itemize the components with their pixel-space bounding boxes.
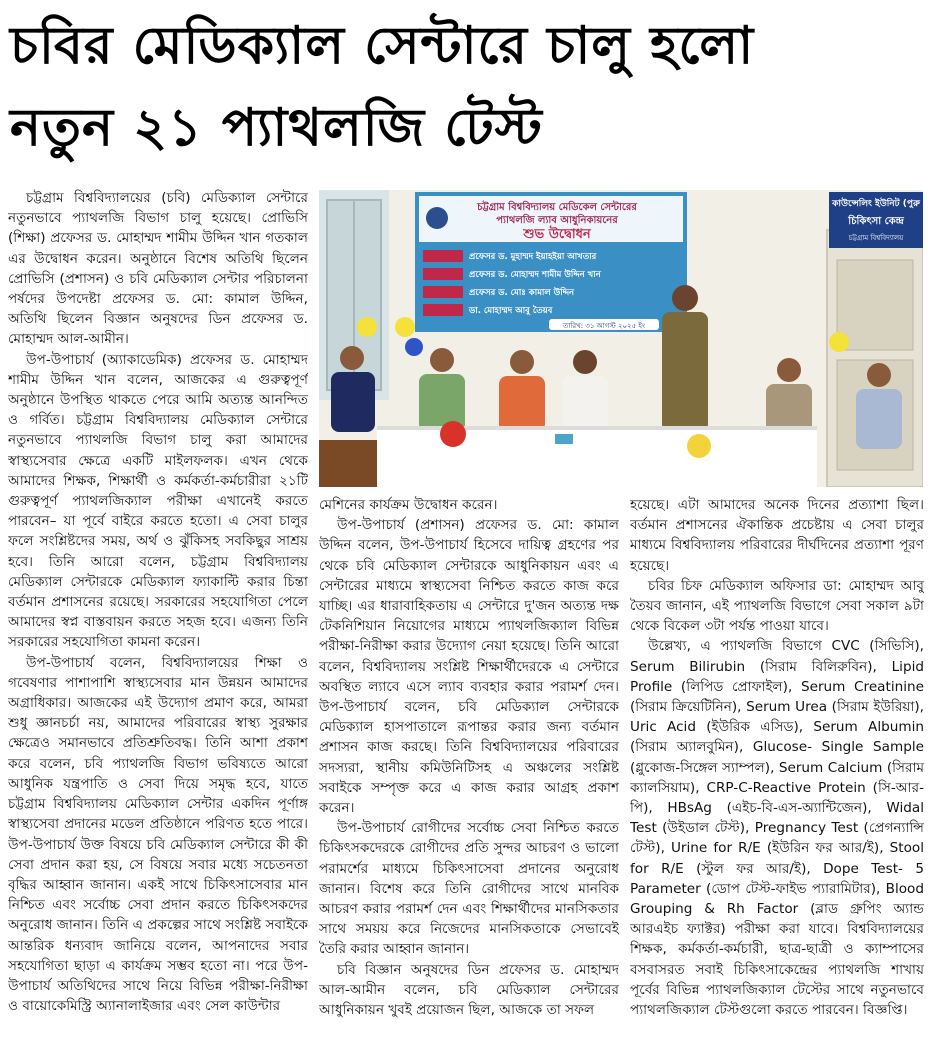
balloon-icon: [357, 317, 377, 337]
door-sign-line-2: চিকিৎসা কেন্দ্র: [848, 216, 904, 227]
banner-name-4: ডা. মোহাম্মদ আবু তৈয়ব: [469, 306, 553, 316]
article-paragraph: চট্টগ্রাম বিশ্ববিদ্যালয়ের (চবি) মেডিক্যাল সেন্টারে নতুনভাবে প্যাথলজি বিভাগ চালু হয়েছে। প্রোভিসি (শিক্ষা) প্রফেসর ড. মোহাম্মদ শামীম উদ্দিন খান গতকাল এর উদ্বোধন করেন। অনুষ্ঠানে বিশেষ অতিথি ছিলেন প্রোভিসি (প্রশাসন) ও চবি মেডিক্যাল সেন্টার পরিচালনা পর্ষদের উপদেষ্টা প্রফেসর ড. মো: কামাল উদ্দিন, অতিথি ছিলেন বিজ্ঞান অনুষদের ডিন প্রফেসর ড. মোহাম্মদ আল-আমীন।: [8, 190, 308, 348]
flower-vase-icon: [440, 421, 466, 447]
door-sign-line-3: চট্টগ্রাম বিশ্ববিদ্যালয়: [848, 234, 904, 242]
door-sign-line-1: কাউন্সেলিং ইউনিট (পুরু: [832, 199, 920, 209]
article-paragraph: উল্লেখ্য, এ প্যাথলজি বিভাগে CVC (সিভিসি), Serum Bilirubin (সিরাম বিলিরুবিন), Lipid Profile (লিপিড প্রোফাইল), Serum Creatinine (সিরাম ক্রিয়েটিনিন), Serum Urea (সিরাম ইউরিয়া), Uric Acid (ইউরিক এসিড), Serum Albumin (সিরাম অ্যালবুমিন), Glucose- Single Sample (গ্লুকোজ-সিঙ্গেল স্যাম্পল), Serum Calcium (সিরাম ক্যালসিয়াম), CRP-C-Reactive Protein (সি-আর-পি), HBsAg (এইচ-বি-এস-অ্যান্টিজেন), Widal Test (উইডাল টেস্ট), Pregnancy Test (প্রেগন্যান্সি টেস্ট), Urine for R/E (ইউরিন ফর আর/ই), Stool for R/E (স্টুল ফর আর/ই), Dope Test- 5 Parameter (ডোপ টেস্ট-ফাইভ প্যারামিটার), Blood Grouping & Rh Factor (ব্লাড গ্রুপিং অ্যান্ড আরএইচ ফ্যাক্টর) পরীক্ষা করা যাবে। বিশ্ববিদ্যালয়ের শিক্ষক, কর্মকর্তা-কর্মচারী, ছাত্র-ছাত্রী ও ক্যাম্পাসের বসবাসরত সবাই চিকিৎসাকেন্দ্রের প্যাথলজি শাখায় পূর্বের বিভিন্ন প্যাথলজিক্যাল টেস্টের সাথে নতুনভাবে প্যাথলজিক্যাল টেস্টগুলো করতে পারবেন। বিজ্ঞপ্তি।: [630, 638, 924, 1019]
article-column-1: [8, 188, 308, 1040]
banner-title-3: শুভ উদ্বোধন: [523, 227, 591, 242]
banner-title-1: চট্টগ্রাম বিশ্ববিদ্যালয় মেডিকেল সেন্টারের: [477, 202, 637, 213]
article-paragraph: উপ-উপাচার্য বলেন, বিশ্ববিদ্যালয়ের শিক্ষা ও গবেষণার পাশাপাশি স্বাস্থ্যসেবার মান উন্নয়ন আমাদের অগ্রাধিকার। আজকের এই উদ্যোগ প্রমাণ করে, আমরা শুধু জ্ঞানচর্চা নয়, আমাদের পরিবারের স্বাস্থ্য সুরক্ষার ক্ষেত্রেও সমানভাবে প্রতিশ্রুতিবদ্ধ। তিনি আশা প্রকাশ করে বলেন, চবি প্যাথলজি বিভাগ ভবিষ্যতে আরো আধুনিক যন্ত্রপাতি ও সেবা দিয়ে সমৃদ্ধ হবে, যাতে চট্টগ্রাম বিশ্ববিদ্যালয় মেডিক্যাল সেন্টার একদিন পূর্ণাঙ্গ স্বাস্থ্যসেবা প্রদানের মডেল প্রতিষ্ঠানে পরিণত হতে পারে। উপ-উপাচার্য উক্ত বিষয়ে চবি মেডিক্যাল সেন্টারে কী কী সেবা প্রদান করা হয়, সে বিষয়ে সবার মধ্যে সচেতনতা বৃদ্ধির আহ্বান জানান। একই সাথে চিকিৎসাসেবার মান নিশ্চিত এবং সর্বোচ্চ সেবা প্রদান করতে চিকিৎসকদের অনুরোধ জানান। তিনি এ প্রকল্পের সাথে সংশ্লিষ্ট সবাইকে আন্তরিক ধন্যবাদ জানিয়ে বলেন, আপনাদের সবার সহযোগিতা ছাড়া এ কার্যক্রম সম্ভব হতো না। পরে উপ-উপাচার্য অতিথিদের সাথে নিয়ে বিভিন্ন পরীক্ষা-নিরীক্ষা ও বায়োকেমিস্ট্রি অ্যানালাইজার এবং সেল কাউন্টার: [8, 654, 308, 1015]
banner-date: তারিখ: ৩১ আগস্ট ২০২৫ ইং: [562, 322, 646, 330]
article-paragraph: উপ-উপাচার্য রোগীদের সর্বোচ্চ সেবা নিশ্চিত করতে চিকিৎসকদেরকে রোগীদের প্রতি সুন্দর আচরণ ও ভালো পরামর্শের মাধ্যমে চিকিৎসাসেবা প্রদানের অনুরোধ জানান। বিশেষ করে তিনি রোগীদের সাথে মানবিক আচরণ করার পরামর্শ দেন এবং শিক্ষার্থীদের মানসিকতার সাথে সময়য় করে নিজেদের মানসিকতাকে সেভাবেই তৈরি করার আহ্বান জানান।: [319, 820, 619, 958]
article-paragraph: মেশিনের কার্যক্রম উদ্বোধন করেন।: [319, 497, 498, 513]
banner-title-2: প্যাথলজি ল্যাব আধুনিকায়নের: [496, 215, 618, 226]
article-paragraph: চবির চিফ মেডিক্যাল অফিসার ডা: মোহাম্মদ আবু তৈয়ব জানান, এই প্যাথলজি বিভাগে সেবা সকাল ৯টা থেকে বিকেল ৩টা পর্যন্ত পাওয়া যাবে।: [630, 577, 924, 635]
balloon-icon: [829, 332, 849, 352]
headline-line-2: নতুন ২১ প্যাথলজি টেস্ট: [10, 98, 543, 158]
article-paragraph: উপ-উপাচার্য (প্রশাসন) প্রফেসর ড. মো: কামাল উদ্দিন বলেন, উপ-উপাচার্য হিসেবে দায়িত্ব গ্রহণের পর থেকে চবি মেডিক্যাল সেন্টারকে আধুনিকায়ন এবং এ সেন্টারের মাধ্যমে স্বাস্থ্যসেবা নিশ্চিত করতে কাজ করে যাচ্ছি। এর ধারাবাহিকতায় এ সেন্টারে দু'জন অত্যন্ত দক্ষ টেকনিশিয়ান নিয়োগের মাধ্যমে প্যাথলজিক্যাল বিভিন্ন পরীক্ষা-নিরীক্ষা করার উদ্যোগ নেয়া হয়েছে। তিনি আরো বলেন, বিশ্ববিদ্যালয় সংশ্লিষ্ট শিক্ষার্থীদেরকে এ সেন্টারে অবস্থিত ল্যাবে এসে ল্যাব ব্যবহার করার পরামর্শ দেন। উপ-উপাচার্য বলেন, চবি মেডিক্যাল সেন্টারকে মেডিক্যাল হাসপাতালে রূপান্তর করার জন্য বর্তমান প্রশাসন কাজ করছে। তিনি বিশ্ববিদ্যালয়ের পরিবারের সদস্যরা, স্থানীয় কমিউনিটিসহ এ অঞ্চলের সংশ্লিষ্ট সবাইকে সম্পৃক্ত করে এ কাজ করার আগ্রহ প্রকাশ করেন।: [319, 517, 619, 817]
banner-name-2: প্রফেসর ড. মোহাম্মদ শামীম উদ্দিন খান: [469, 270, 601, 280]
headline-line-1: চবির মেডিক্যাল সেন্টারে চালু হলো: [10, 16, 755, 76]
article-column-2: [319, 495, 619, 1040]
article-paragraph: হয়েছে। এটা আমাদের অনেক দিনের প্রত্যাশা ছিল। বর্তমান প্রশাসনের ঐকান্তিক প্রচেষ্টায় এ সেবা চালুর মাধ্যমে বিশ্ববিদ্যালয় পরিবারের দীর্ঘদিনের প্রত্যাশা পূরণ হয়েছে।: [630, 497, 924, 574]
balloon-icon: [395, 317, 415, 337]
article-column-3: [630, 495, 924, 1040]
article-paragraph: চবি বিজ্ঞান অনুষদের ডিন প্রফেসর ড. মোহাম্মদ আল-আমীন বলেন, চবি মেডিক্যাল সেন্টারের আধুনিকায়ন খুবই প্রয়োজন ছিল, আজকে তা সফল: [319, 961, 619, 1019]
event-photo: [319, 190, 923, 487]
university-logo-icon: [426, 207, 448, 229]
article-paragraph: উপ-উপাচার্য (অ্যাকাডেমিক) প্রফেসর ড. মোহাম্মদ শামীম উদ্দিন খান বলেন, আজকের এ গুরুত্বপূর্ণ অনুষ্ঠানে উপস্থিত থাকতে পেরে আমি অত্যন্ত আনন্দিত ও গর্বিত। চট্টগ্রাম বিশ্ববিদ্যালয় মেডিক্যাল সেন্টারে নতুনভাবে প্যাথলজি বিভাগ চালু করা আমাদের স্বাস্থ্যসেবার ক্ষেত্রে একটি মাইলফলক। এখন থেকে আমাদের শিক্ষক, শিক্ষার্থী ও কর্মকর্তা-কর্মচারীরা ২১টি গুরুত্বপূর্ণ প্যাথলজিক্যাল পরীক্ষা এখানেই করতে পারবেন– যা পূর্বে বাইরে করতে হতো। এ সেবা চালুর ফলে সংশ্লিষ্টদের সময়, অর্থ ও ঝুঁকিসহ সবকিছুর সাশ্রয় হবে। তিনি আরো বলেন, চট্টগ্রাম বিশ্ববিদ্যালয় মেডিক্যাল সেন্টারকে মেডিক্যাল ফ্যাকাল্টি করার চিন্তা বর্তমান প্রশাসনের রয়েছে। সরকারের সহযোগিতা পেলে আমাদের স্বপ্ন বাস্তবায়ন করতে সহজ হবে। এজন্য তিনি সরকারের সহযোগিতা কামনা করেন।: [8, 351, 308, 651]
flower-vase-icon: [687, 434, 711, 458]
balloon-icon: [405, 338, 423, 356]
banner-name-3: প্রফেসর ড. মোঃ কামাল উদ্দিন: [469, 288, 575, 298]
banner-name-1: প্রফেসর ড. মুহাম্মদ ইয়াহইয়া আখতার: [469, 252, 597, 262]
